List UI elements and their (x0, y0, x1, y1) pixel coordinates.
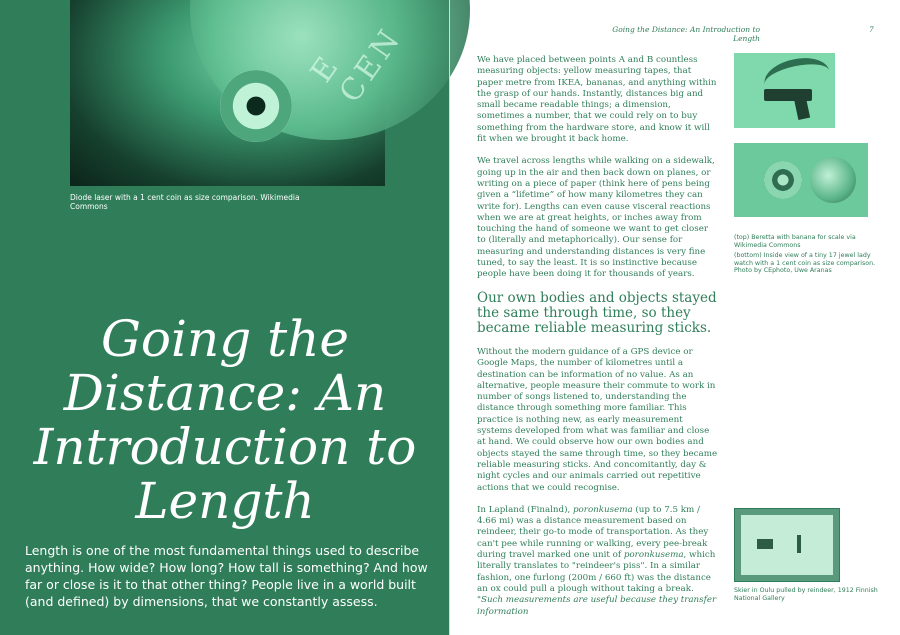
watch-shape (764, 161, 802, 199)
para4-b: (up to 7.5 km / 4.66 mi) was a distance measurement based on reindeer, their go-to mode of transportation. As they can't pee while running or walking, every pee-break during travel marked one unit of (477, 504, 709, 561)
term-poronkusema-1: poronkusema (573, 504, 633, 515)
paragraph-3: Without the modern guidance of a GPS device or Google Maps, the number of kilometres until a destination can be information of no value. As an alternative, people measure their commute to work in number of songs listened to, understanding the distance through something more familiar. This practice is nothing new, as early measurement systems developed from what was familiar and close at hand. We could observe how our own bodies and objects stayed the same through time, so they became reliable measuring sticks. And concomitantly, day & night cycles and our animals carried out repetitive actions that we could recognise. (477, 347, 718, 493)
beretta-banana-photo (734, 53, 835, 128)
paragraph-2: We travel across lengths while walking on a sidewalk, going up in the air and then back down on planes, or writing on a piece of paper (think here of pens being given a “lifetime” of how many kilometres they can write for). Lengths can even cause visceral reactions when we are at great heights, or inches away from touching the hand of someone we want to get closer to (literally and metaphorically). Our sense for measuring and understanding distances is very fine tuned, to say the least. It is so instinctive because people have been doing it for thousands of years. (477, 156, 715, 280)
body-column-top (477, 55, 718, 281)
section-subhead: Our own bodies and objects stayed the same through time, so they became reliable measuring sticks. (477, 290, 717, 336)
coin-shape-small (810, 157, 856, 203)
reindeer-skier-photo (734, 508, 840, 582)
para4-c: , which literally translates to "reindeer's piss". In a similar fashion, one furlong (200m / 660 ft) was the distance an ox could pull a plough without taking a break. (477, 550, 716, 594)
laser-diode-shape (220, 70, 292, 142)
caption-bottom: (bottom) Inside view of a tiny 17 jewel lady watch with a 1 cent coin as size comparison. Photo by CEphoto, Uwe Aranas (734, 252, 876, 275)
photo-caption: Diode laser with a 1 cent coin as size comparison. Wikimedia Commons (70, 193, 300, 211)
right-page (450, 0, 900, 635)
skier-shape (797, 535, 801, 553)
running-head: Going the Distance: An Introduction to Length (612, 25, 760, 43)
paragraph-1: We have placed between points A and B countless measuring objects: yellow measuring tapes, that paper metre from IKEA, bananas, and anything within the grasp of our hands. Instantly, distances big and small became readable things; a dimension, sometimes a number, that we could rely on to buy something from the hardware store, and know it will fit when we brought it back home. (477, 55, 717, 145)
paragraph-4 (477, 505, 718, 618)
caption-top: (top) Beretta with banana for scale via Wikimedia Commons (734, 234, 856, 249)
left-page (0, 0, 449, 635)
para4-quote: "Such measurements are useful because they transfer information (477, 595, 717, 617)
chapter-intro: Length is one of the most fundamental things used to describe anything. How wide? How long? How tall is something? And how far or close is it to that other thing? People live in a world built (and defined) by dimensions, that we constantly assess. (25, 543, 428, 609)
chapter-title: Going the Distance: An Introduction to Length (33, 310, 417, 530)
watch-coin-photo (734, 143, 868, 217)
diode-laser-photo (70, 0, 410, 186)
snow-field (741, 515, 833, 575)
term-poronkusema-2: poronkusema (623, 550, 684, 561)
reindeer-shape (757, 539, 773, 549)
caption-reindeer: Skier in Oulu pulled by reindeer, 1912 Finnish National Gallery (734, 587, 878, 602)
coin-text: E CEN (304, 20, 410, 110)
subhead-block (477, 291, 718, 336)
page-number: 7 (869, 25, 874, 34)
body-column-bottom (477, 347, 718, 618)
para4-a: In Lapland (Finalnd), (477, 504, 573, 515)
